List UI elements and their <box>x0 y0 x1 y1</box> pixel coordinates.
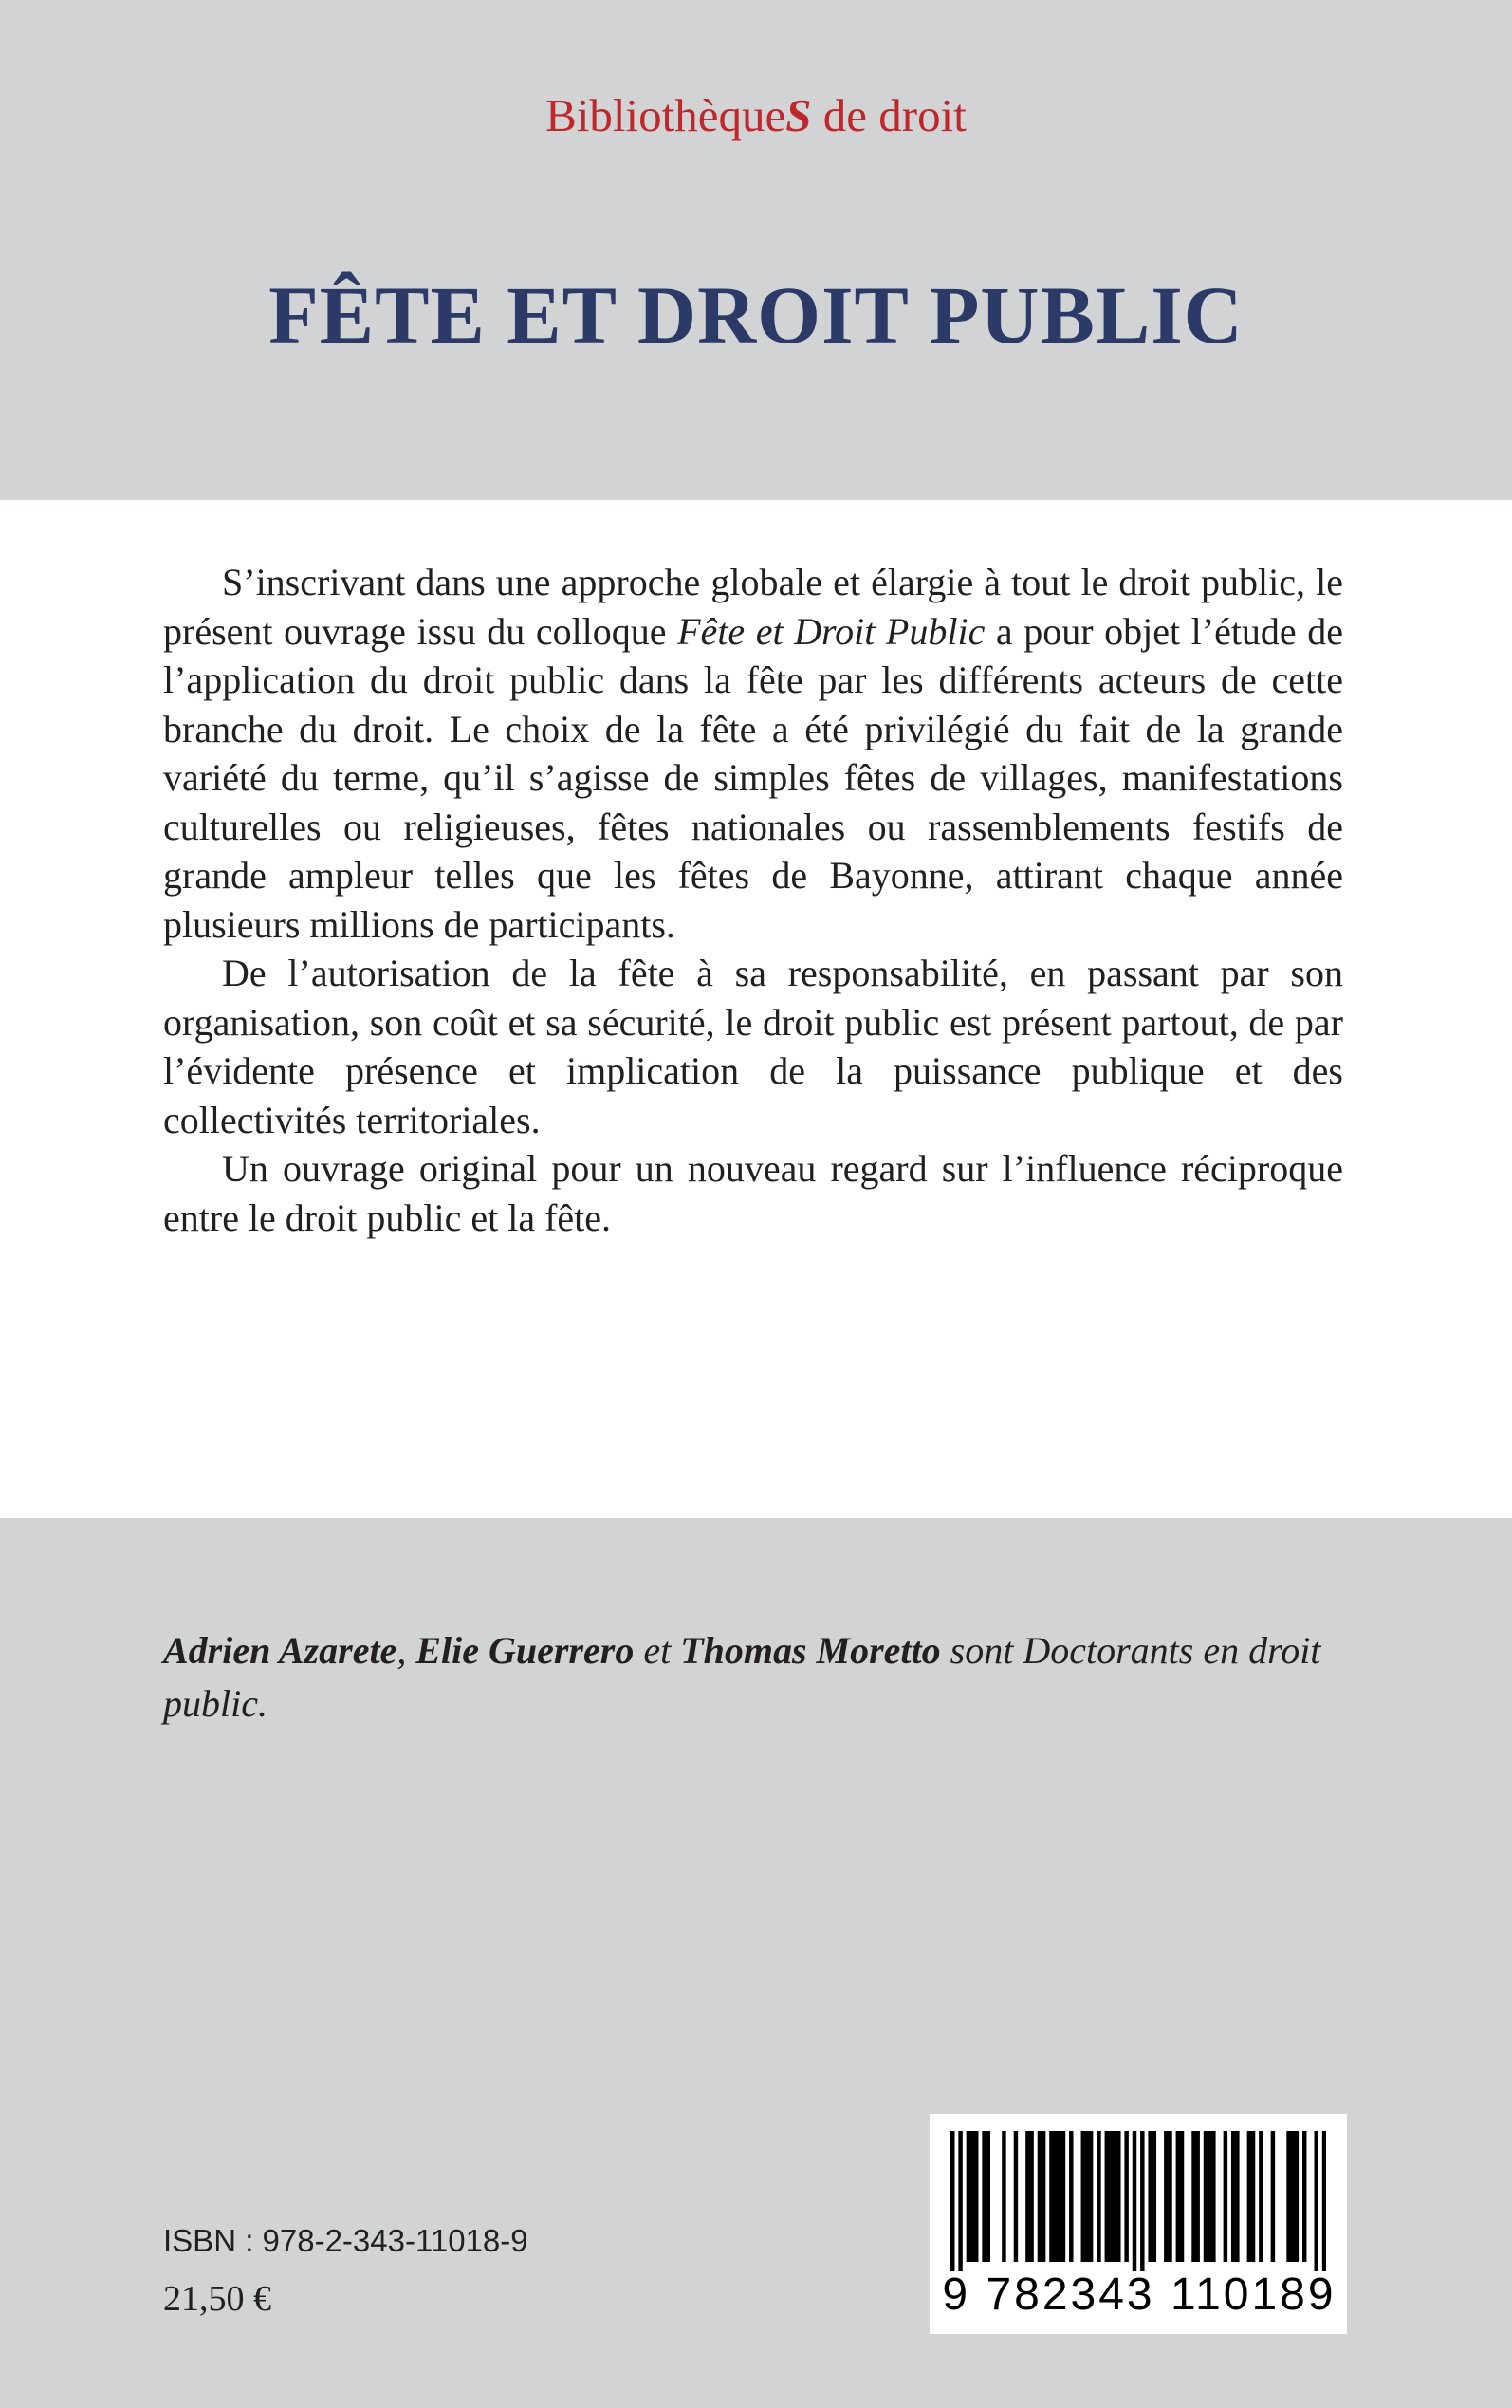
author-name-3: Thomas Moretto <box>680 1629 941 1672</box>
barcode-bar <box>1152 2131 1156 2262</box>
barcode-bar <box>1180 2131 1184 2262</box>
collection-italic-s: S <box>785 89 812 141</box>
barcode-bar <box>958 2131 962 2271</box>
barcode-bar <box>1168 2131 1171 2262</box>
author-name-2: Elie Guerrero <box>415 1629 635 1672</box>
barcode-bars <box>950 2131 1326 2271</box>
barcode-bar <box>1191 2131 1195 2262</box>
barcode-bar <box>1259 2131 1263 2262</box>
barcode-bar <box>1069 2131 1073 2262</box>
book-title: FÊTE ET DROIT PUBLIC <box>268 269 1244 361</box>
barcode-bar <box>1053 2131 1057 2262</box>
barcode-bar <box>1251 2131 1255 2262</box>
barcode <box>930 2114 1347 2334</box>
barcode-bar <box>1061 2131 1065 2262</box>
barcode-bar <box>950 2131 954 2271</box>
barcode-bar <box>1271 2131 1275 2262</box>
barcode-bar <box>1085 2131 1089 2262</box>
barcode-digits: 9 782343 110189 <box>942 2269 1337 2320</box>
summary-paragraph-3: Un ouvrage original pour un nouveau regard sur l’influence réciproque entre le droit public et la fête. <box>163 1147 1343 1239</box>
barcode-bar <box>1231 2131 1235 2262</box>
barcode-bar <box>1124 2131 1128 2262</box>
barcode-bar <box>1211 2131 1215 2262</box>
barcode-bar <box>1089 2131 1093 2262</box>
barcode-bar <box>1322 2131 1326 2271</box>
top-header-band <box>0 0 1512 500</box>
author-name-1: Adrien Azarete <box>163 1629 397 1672</box>
barcode-bar <box>1286 2131 1290 2262</box>
summary-paragraph-2: De l’autorisation de la fête à sa responsabilité, en passant par son organisation, son coût et sa sécurité, le droit public est présent partout, de par l’évidente présence et implication de la puissance publique et des collectivités territoriales. <box>163 952 1343 1141</box>
barcode-bar <box>1295 2131 1299 2262</box>
barcode-bar <box>1029 2131 1033 2262</box>
barcode-bar <box>1148 2131 1152 2262</box>
author-bio: Adrien Azarete, Elie Guerrero et Thomas Moretto sont Doctorants en droit public. <box>163 1629 1321 1725</box>
barcode-bar <box>1195 2131 1199 2262</box>
barcode-bar <box>1302 2131 1306 2262</box>
barcode-bar <box>1081 2131 1085 2262</box>
barcode-bar <box>974 2131 978 2262</box>
barcode-bar <box>1247 2131 1251 2262</box>
barcode-bar <box>982 2131 986 2262</box>
barcode-bar <box>1208 2131 1211 2262</box>
barcode-bar <box>1133 2131 1136 2271</box>
barcode-bar <box>986 2131 990 2262</box>
isbn-number: ISBN : 978-2-343-11018-9 <box>163 2223 528 2258</box>
barcode-bar <box>1058 2131 1061 2262</box>
barcode-bar <box>1224 2131 1227 2262</box>
barcode-bar <box>1140 2131 1144 2271</box>
barcode-bar <box>1014 2131 1018 2262</box>
barcode-bar <box>970 2131 974 2262</box>
collection-name: BibliothèqueS de droit <box>545 89 967 141</box>
barcode-bar <box>1204 2131 1208 2262</box>
barcode-bar <box>1164 2131 1168 2262</box>
colloquium-title: Fête et Droit Public <box>677 609 986 653</box>
barcode-bar <box>1176 2131 1180 2262</box>
barcode-bar <box>1097 2131 1100 2262</box>
barcode-bar <box>1235 2131 1239 2262</box>
barcode-bar <box>1042 2131 1045 2262</box>
barcode-bar <box>1038 2131 1042 2262</box>
barcode-bar <box>1290 2131 1294 2262</box>
barcode-bar <box>1314 2131 1318 2271</box>
barcode-bar <box>1002 2131 1005 2262</box>
barcode-bar <box>1116 2131 1120 2262</box>
summary-text <box>163 558 1343 1242</box>
summary-paragraph-1: S’inscrivant dans une approche globale et élargie à tout le droit public, le présent ouvrage issu du colloque Fête et Droit Public a pour objet l’étude de l’application du droit public dans la fête par les différents acteurs de cette branche du droit. Le choix de la fête a été privilégié du fait de la grande variété du terme, qu’il s’agisse de simples fêtes de villages, manifestations culturelles ou religieuses, fêtes nationales ou rassemblements festifs de grande ampleur telles que les fêtes de Bayonne, attirant chaque année plusieurs millions de participants. <box>163 561 1344 946</box>
barcode-bar <box>1025 2131 1029 2262</box>
barcode-bar <box>967 2131 970 2262</box>
barcode-bar <box>1109 2131 1113 2262</box>
barcode-bar <box>1105 2131 1109 2262</box>
price: 21,50 € <box>163 2279 271 2319</box>
barcode-bar <box>1113 2131 1116 2262</box>
barcode-bar <box>1049 2131 1053 2262</box>
